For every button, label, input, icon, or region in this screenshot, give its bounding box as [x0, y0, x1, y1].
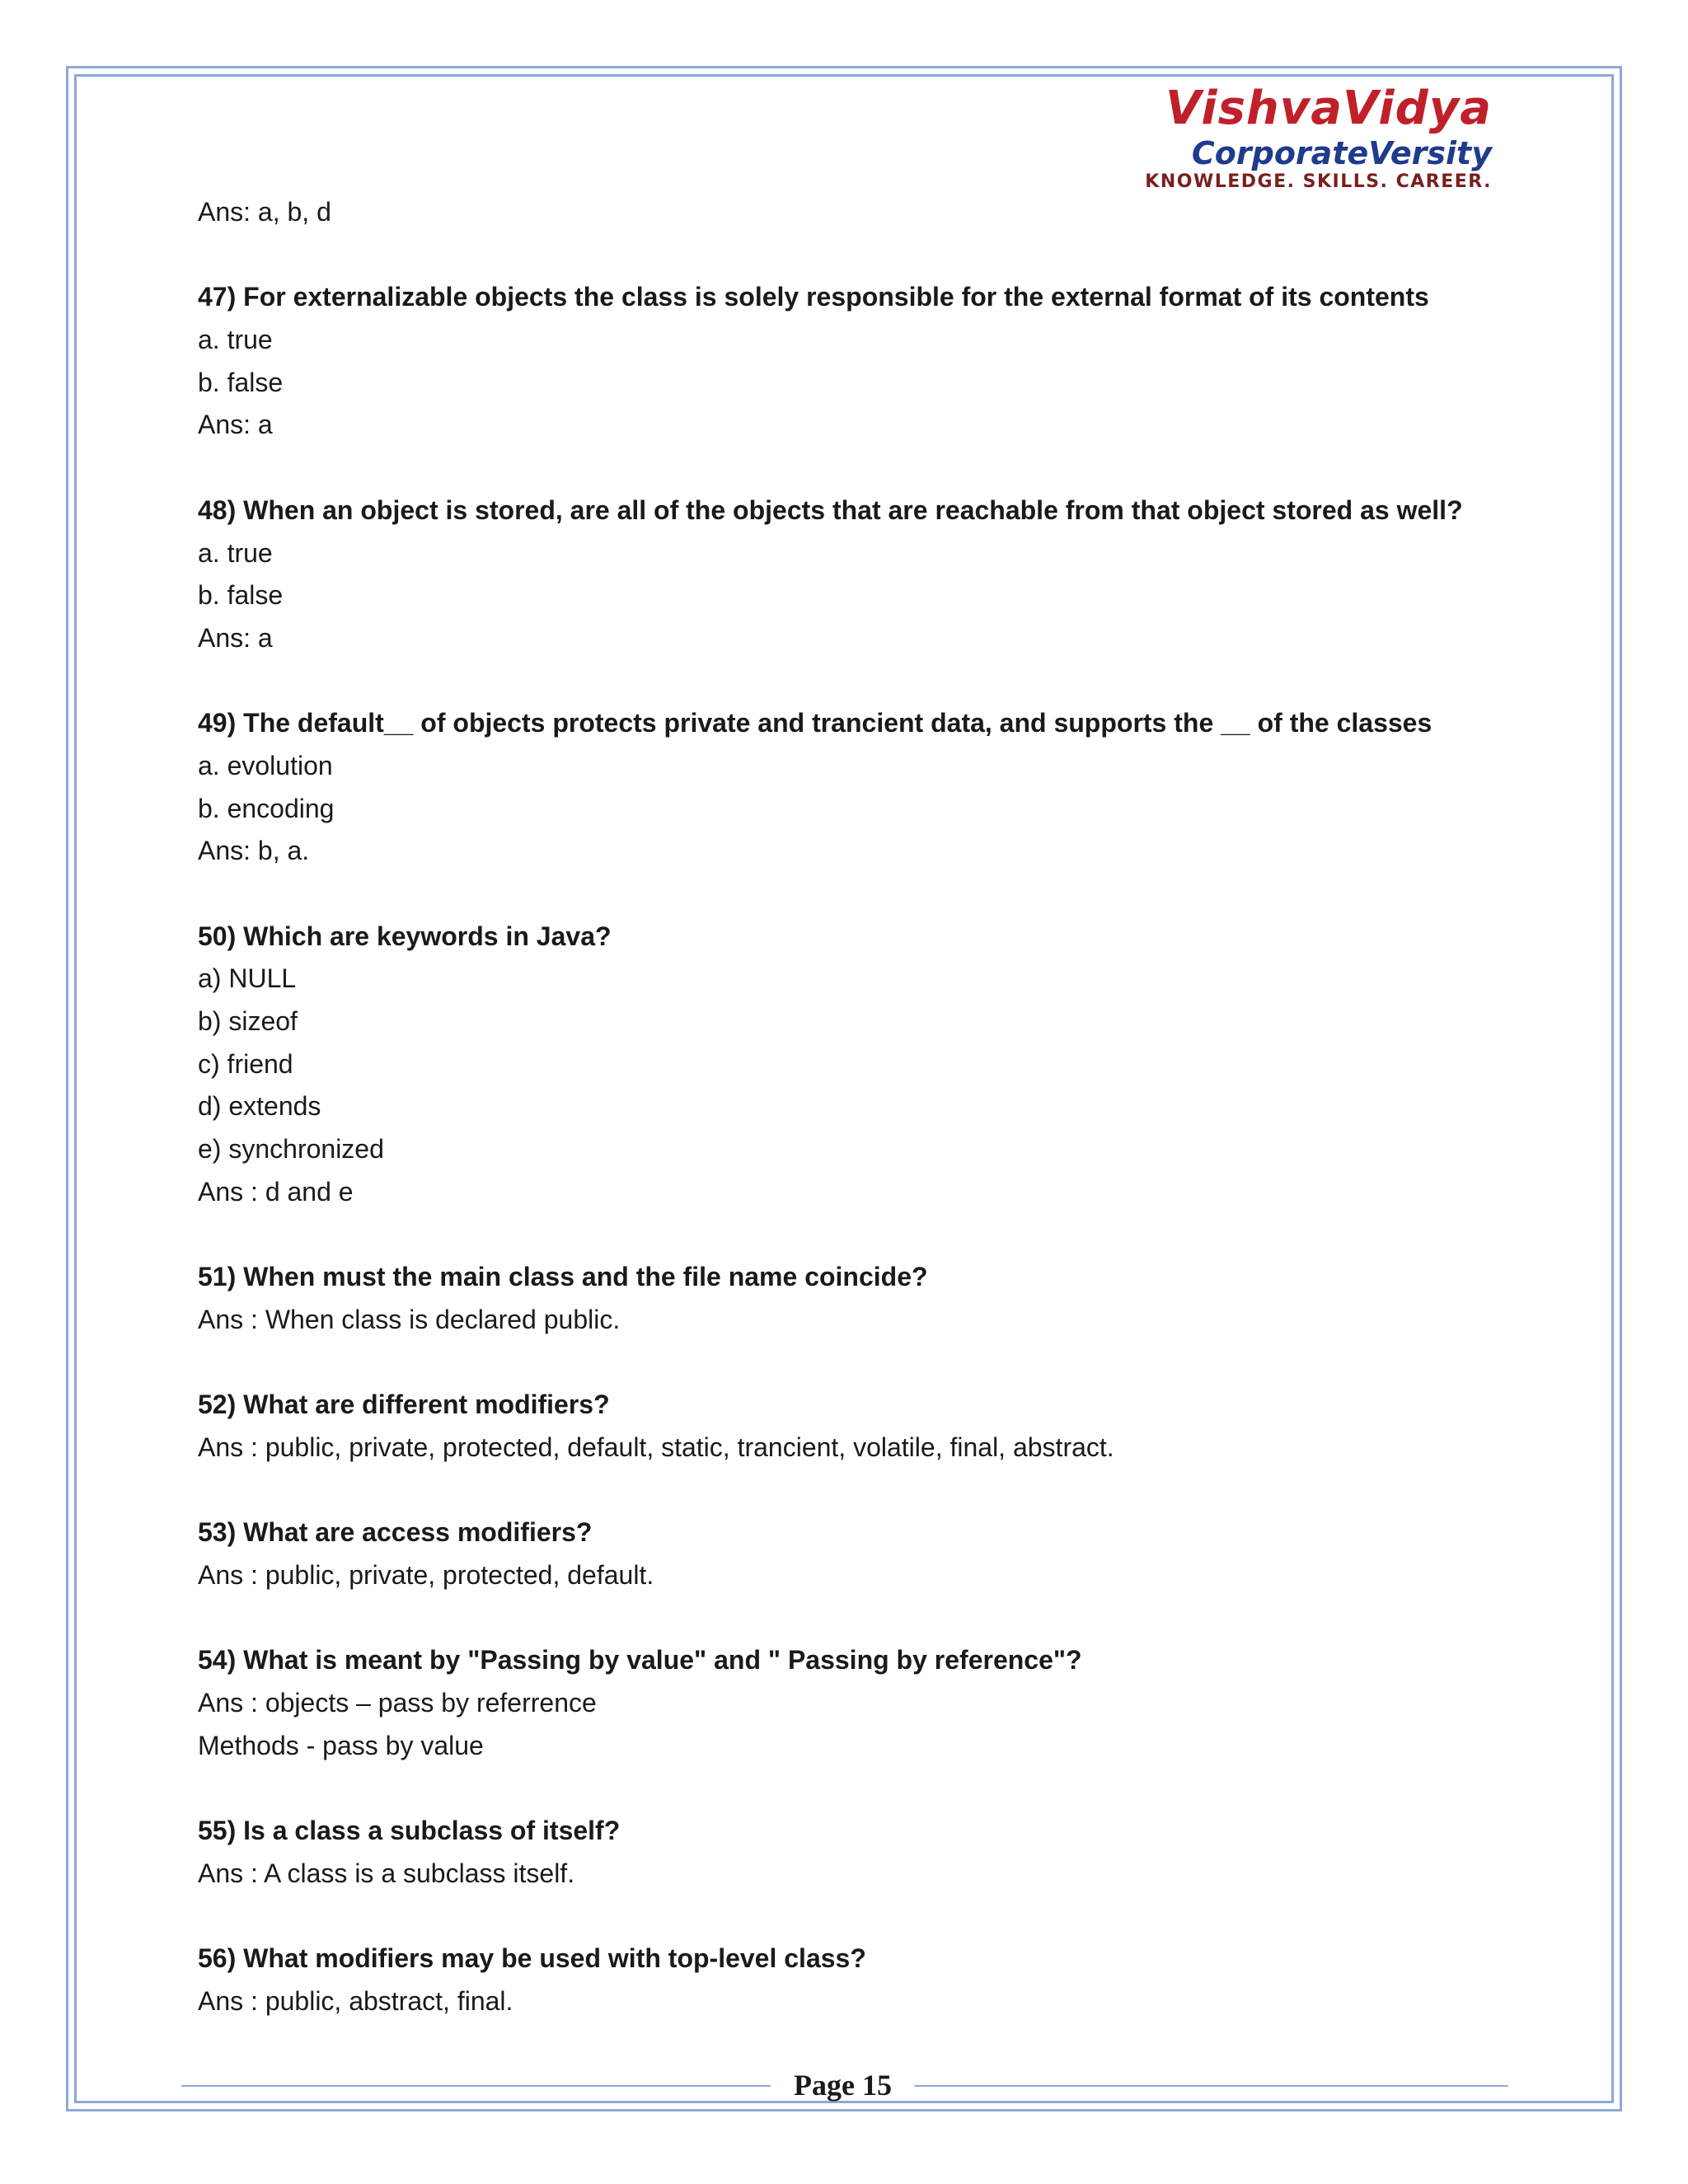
vishvavidya-logo: [1071, 82, 1492, 198]
answer-line: b. false: [198, 367, 284, 397]
question-text: 47) For externalizable objects the class is solely responsible for the external format of its contents: [198, 282, 1429, 312]
question-text: 54) What is meant by "Passing by value" and " Passing by reference"?: [198, 1645, 1082, 1675]
answer-line: Ans : When class is declared public.: [198, 1304, 621, 1334]
block-spacer: [198, 873, 1550, 916]
block-spacer: [198, 1767, 1550, 1810]
answer-line: Methods - pass by value: [198, 1730, 484, 1760]
question-text: 52) What are different modifiers?: [198, 1390, 610, 1420]
document-body: [198, 191, 1550, 2023]
question-text: 55) Is a class a subclass of itself?: [198, 1816, 621, 1846]
answer-line: Ans : d and e: [198, 1176, 354, 1207]
answer-line: b. encoding: [198, 793, 335, 823]
answer-line: b. false: [198, 580, 284, 611]
page-number: Page 15: [794, 2069, 892, 2102]
answer-line: Ans: b, a.: [198, 836, 310, 866]
answer-line: Ans : public, private, protected, default, static, trancient, volatile, final, abstract.: [198, 1432, 1114, 1462]
block-spacer: [198, 234, 1550, 277]
logo-tagline: KNOWLEDGE. SKILLS. CAREER.: [1145, 171, 1492, 192]
answer-line: d) extends: [198, 1091, 321, 1122]
answer-line: Ans : public, private, protected, default.: [198, 1560, 654, 1590]
answer-line: c) friend: [198, 1048, 293, 1079]
answer-line: a) NULL: [198, 963, 297, 994]
logo-main-text: VishvaVidya: [1165, 82, 1492, 135]
question-text: 53) What are access modifiers?: [198, 1517, 593, 1548]
block-spacer: [198, 1214, 1550, 1257]
block-spacer: [198, 1342, 1550, 1385]
answer-line: Ans: a: [198, 410, 273, 440]
answer-line: a. evolution: [198, 750, 333, 780]
page-footer: [181, 2062, 1508, 2108]
block-spacer: [198, 1896, 1550, 1938]
block-spacer: [198, 660, 1550, 703]
block-spacer: [198, 1597, 1550, 1640]
question-text: 48) When an object is stored, are all of the objects that are reachable from that object stored as well?: [198, 494, 1463, 525]
answer-line: Ans : public, abstract, final.: [198, 1985, 513, 2016]
block-spacer: [198, 1469, 1550, 1512]
question-text: 49) The default__ of objects protects private and trancient data, and supports the __ of the classes: [198, 708, 1432, 738]
answer-line: Ans : objects – pass by referrence: [198, 1688, 597, 1718]
logo-sub-text: CorporateVersity: [1191, 135, 1492, 171]
answer-line: Ans : A class is a subclass itself.: [198, 1858, 575, 1888]
answer-line: a. true: [198, 537, 273, 568]
answer-line: e) synchronized: [198, 1134, 384, 1165]
answer-line: Ans: a, b, d: [198, 197, 331, 227]
answer-line: Ans: a: [198, 622, 273, 653]
answer-line: b) sizeof: [198, 1006, 298, 1037]
question-text: 50) Which are keywords in Java?: [198, 921, 612, 951]
footer-rule-left: [181, 2085, 771, 2087]
question-text: 56) What modifiers may be used with top-level class?: [198, 1943, 866, 1974]
question-text: 51) When must the main class and the file name coincide?: [198, 1262, 928, 1292]
answer-line: a. true: [198, 325, 273, 355]
footer-rule-right: [915, 2085, 1508, 2087]
block-spacer: [198, 447, 1550, 490]
